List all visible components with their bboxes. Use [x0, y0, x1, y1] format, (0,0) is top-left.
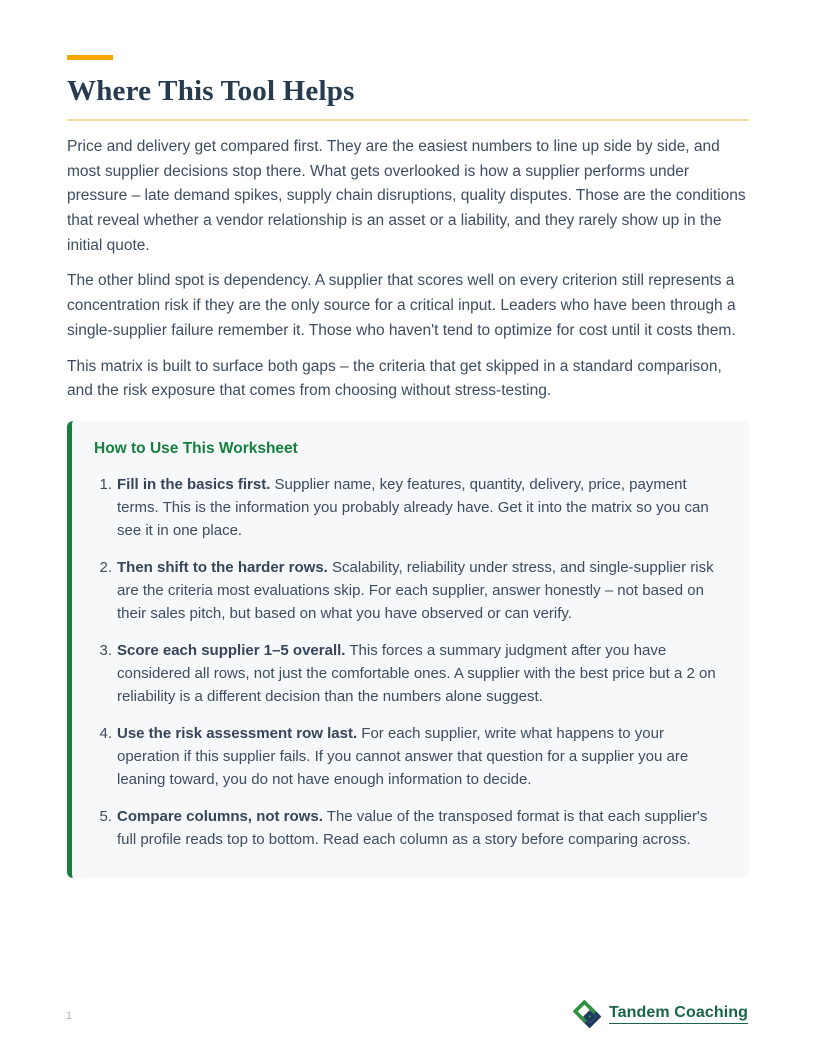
title-divider — [67, 119, 749, 121]
how-to-use-callout — [67, 421, 749, 878]
intro-paragraph-1: Price and delivery get compared first. They are the easiest numbers to line up side by side, and most supplier decisions stop there. What gets overlooked is how a supplier performs under pressure – late demand spikes, supply chain disruptions, quality disputes. Those are the conditions that reveal whether a vendor relationship is an asset or a liability, and they rarely show up in the initial quote. — [67, 137, 746, 254]
list-item-lead: Fill in the basics first. — [117, 475, 271, 493]
list-item-lead: Score each supplier 1–5 overall. — [117, 641, 346, 659]
list-item-number: 1. — [99, 475, 112, 493]
list-item-body: Scalability, reliability under stress, and single-supplier risk are the criteria most evaluations skip. For each supplier, answer honestly – not based on their sales pitch, but based on what you have observed or can verify. — [117, 558, 714, 622]
list-item-number: 4. — [99, 724, 112, 742]
intro-paragraph-3: This matrix is built to surface both gaps – the criteria that get skipped in a standard comparison, and the risk exposure that comes from choosing without stress-testing. — [67, 357, 722, 400]
list-item-number: 3. — [99, 641, 112, 659]
intro-paragraph-2: The other blind spot is dependency. A supplier that scores well on every criterion still represents a concentration risk if they are the only source for a critical input. Leaders who have been through a single-supplier failure remember it. Those who haven't tend to optimize for cost until it costs them. — [67, 272, 736, 339]
list-item-text — [117, 722, 729, 791]
list-item-text — [117, 556, 729, 625]
accent-bar — [67, 55, 113, 60]
list-item-number: 2. — [99, 558, 112, 576]
page-number: 1 — [66, 1010, 73, 1022]
page-footer — [0, 1000, 816, 1036]
list-item-body: The value of the transposed format is that each supplier's full profile reads top to bottom. Read each column as a story before comparing across. — [117, 807, 708, 848]
page-title: Where This Tool Helps — [67, 75, 355, 107]
list-item — [94, 473, 729, 542]
list-item — [94, 805, 729, 851]
list-item-body: Supplier name, key features, quantity, delivery, price, payment terms. This is the information you probably already have. Get it into the matrix so you can see it in one place. — [117, 475, 709, 539]
instruction-list — [94, 473, 729, 851]
page-content — [67, 0, 749, 878]
list-item-lead: Use the risk assessment row last. — [117, 724, 358, 742]
list-item-lead: Then shift to the harder rows. — [117, 558, 328, 576]
brand-name: Tandem Coaching — [609, 1004, 748, 1024]
list-item — [94, 556, 729, 625]
list-item-number: 5. — [99, 807, 112, 825]
list-item — [94, 722, 729, 791]
brand-logo — [573, 1000, 748, 1028]
list-item-text — [117, 639, 729, 708]
list-item-lead: Compare columns, not rows. — [117, 807, 323, 825]
callout-heading: How to Use This Worksheet — [94, 439, 298, 457]
list-item-body: For each supplier, write what happens to your operation if this supplier fails. If you cannot answer that question for a supplier you are leaning toward, you do not have enough information to decide. — [117, 724, 689, 788]
list-item — [94, 639, 729, 708]
list-item-text — [117, 473, 729, 542]
tandem-diamonds-icon — [573, 1000, 601, 1028]
list-item-text — [117, 805, 729, 851]
intro-section — [67, 135, 749, 404]
list-item-body: This forces a summary judgment after you have considered all rows, not just the comfortable ones. A supplier with the best price but a 2 on reliability is a different decision than the numbers alone suggest. — [117, 641, 716, 705]
